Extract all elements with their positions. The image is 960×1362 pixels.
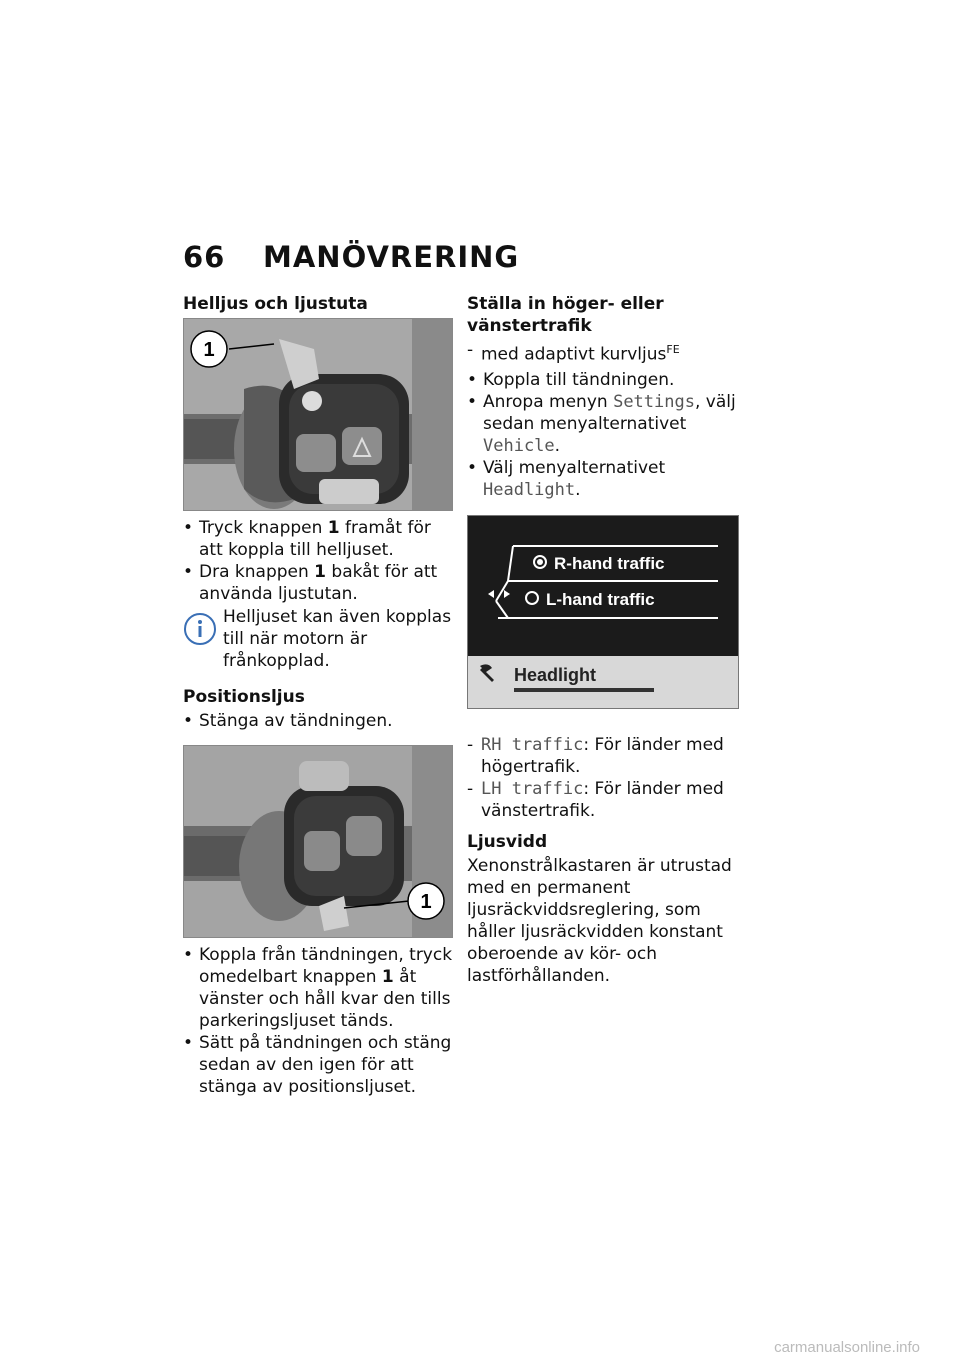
page-number: 66 — [183, 240, 226, 274]
handlebar-switch-photo-2 — [183, 745, 453, 938]
list-item: • Sätt på tändningen och stäng sedan av den igen för att stänga av positionsljuset. — [183, 1032, 453, 1098]
high-beam-steps — [183, 517, 453, 605]
menu-option-rh: R-hand traffic — [554, 554, 665, 573]
list-item: - RH traffic: För länder med högertrafik. — [467, 734, 742, 778]
list-item: • Stänga av tändningen. — [183, 710, 453, 732]
position-light-steps — [183, 944, 453, 1098]
screen-footer-title: Headlight — [514, 665, 597, 685]
position-light-prep — [183, 710, 453, 732]
tft-display-illustration — [468, 516, 738, 708]
list-item: • Tryck knappen 1 framåt för att koppla till helljuset. — [183, 517, 453, 561]
section-title-high-beam: Helljus och ljustuta — [183, 294, 368, 314]
beam-range-paragraph: Xenonstrålkastaren är utrustad med en permanent ljusräckviddsreglering, som håller ljusräckvidden konstant oberoende av kör- och lastförhållanden. — [467, 856, 732, 986]
section-title-beam-range: Ljusvidd — [467, 832, 548, 852]
condition-list — [467, 339, 737, 366]
watermark: carmanualsonline.info — [774, 1339, 920, 1356]
list-item: • Välj menyalternativet Headlight. — [467, 457, 737, 501]
menu-option-lh: L-hand traffic — [546, 590, 655, 609]
callout-number: 1 — [203, 339, 215, 361]
list-item: • Koppla från tändningen, tryck omedelbart knappen 1 åt vänster och håll kvar den tills parkeringsljuset tänds. — [183, 944, 453, 1032]
section-title-traffic-side: Ställa in höger- eller vänstertrafik — [467, 294, 664, 336]
info-icon — [183, 612, 217, 646]
list-item: - LH traffic: För länder med vänstertrafik. — [467, 778, 742, 822]
section-title-position-light: Positionsljus — [183, 687, 305, 707]
list-item: - med adaptivt kurvljus$^{FE}$ — [467, 339, 737, 366]
page-header — [183, 240, 519, 274]
list-item: • Dra knappen 1 bakåt för att använda ljustutan. — [183, 561, 453, 605]
handlebar-switch-photo-1 — [183, 318, 453, 511]
tft-display-screenshot — [467, 515, 739, 709]
list-item: • Anropa menyn Settings, välj sedan menyalternativet Vehicle. — [467, 391, 737, 457]
handlebar-illustration-1 — [184, 319, 452, 510]
traffic-definitions — [467, 734, 742, 822]
info-text: Helljuset kan även kopplas till när motorn är frånkopplad. — [223, 607, 452, 671]
callout-number: 1 — [420, 891, 432, 913]
chapter-title: MANÖVRERING — [263, 240, 520, 274]
traffic-side-steps — [467, 369, 737, 501]
list-item: • Koppla till tändningen. — [467, 369, 737, 391]
info-note — [183, 606, 453, 672]
handlebar-illustration-2 — [184, 746, 452, 937]
